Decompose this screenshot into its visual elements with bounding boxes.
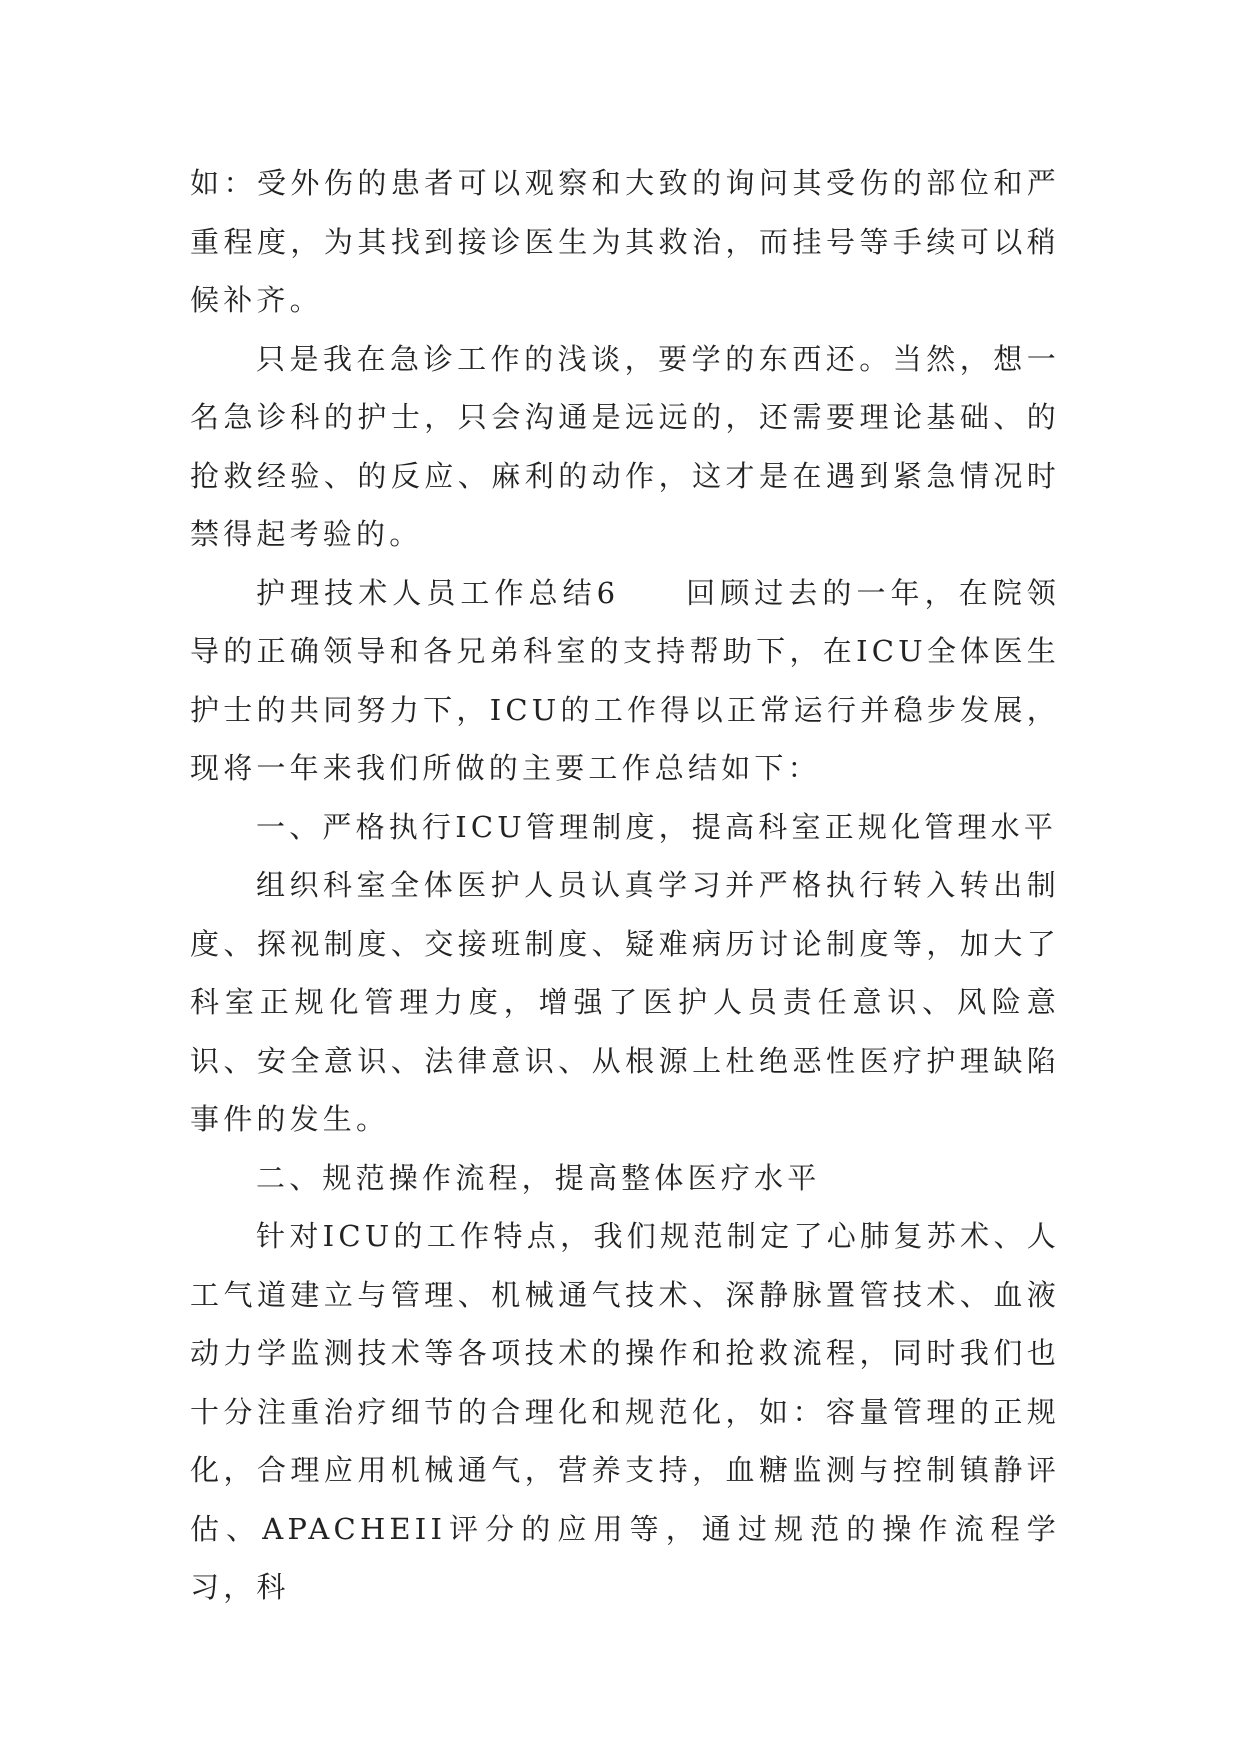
paragraph-7-text: 针对ICU的工作特点，我们规范制定了心肺复苏术、人工气道建立与管理、机械通气技术、深静脉置管技术、血液动力学监测技术等各项技术的操作和抢救流程，同时我们也十分注重治疗细节的合理化和规范化，如：容量管理的正规化，合理应用机械通气，营养支持，血糖监测与控制镇静评估、APACHEII评分的应用等，通过规范的操作流程学习，科 [190,1219,1060,1604]
paragraph-3 [190,564,1060,798]
paragraph-1-text: 如：受外伤的患者可以观察和大致的询问其受伤的部位和严重程度，为其找到接诊医生为其救治，而挂号等手续可以稍候补齐。 [190,166,1060,317]
paragraph-6-text: 二、规范操作流程，提高整体医疗水平 [256,1160,821,1195]
paragraph-1 [190,154,1060,330]
paragraph-4 [190,798,1060,857]
paragraph-6 [190,1149,1060,1208]
section-heading: 护理技术人员工作总结6 [256,575,620,610]
paragraph-5 [190,856,1060,1149]
paragraph-7 [190,1207,1060,1617]
document-body [190,154,1060,1617]
paragraph-2-text: 只是我在急诊工作的浅谈，要学的东西还。当然，想一名急诊科的护士，只会沟通是远远的，还需要理论基础、的抢救经验、的反应、麻利的动作，这才是在遇到紧急情况时禁得起考验的。 [190,341,1060,551]
paragraph-5-text: 组织科室全体医护人员认真学习并严格执行转入转出制度、探视制度、交接班制度、疑难病历讨论制度等，加大了科室正规化管理力度，增强了医护人员责任意识、风险意识、安全意识、法律意识、从根源上杜绝恶性医疗护理缺陷事件的发生。 [190,868,1060,1136]
paragraph-2 [190,330,1060,564]
paragraph-4-text: 一、严格执行ICU管理制度，提高科室正规化管理水平 [256,809,1058,844]
paragraph-3-text: 回顾过去的一年，在院领导的正确领导和各兄弟科室的支持帮助下，在ICU全体医生护士的共同努力下，ICU的工作得以正常运行并稳步发展，现将一年来我们所做的主要工作总结如下： [190,575,1060,785]
